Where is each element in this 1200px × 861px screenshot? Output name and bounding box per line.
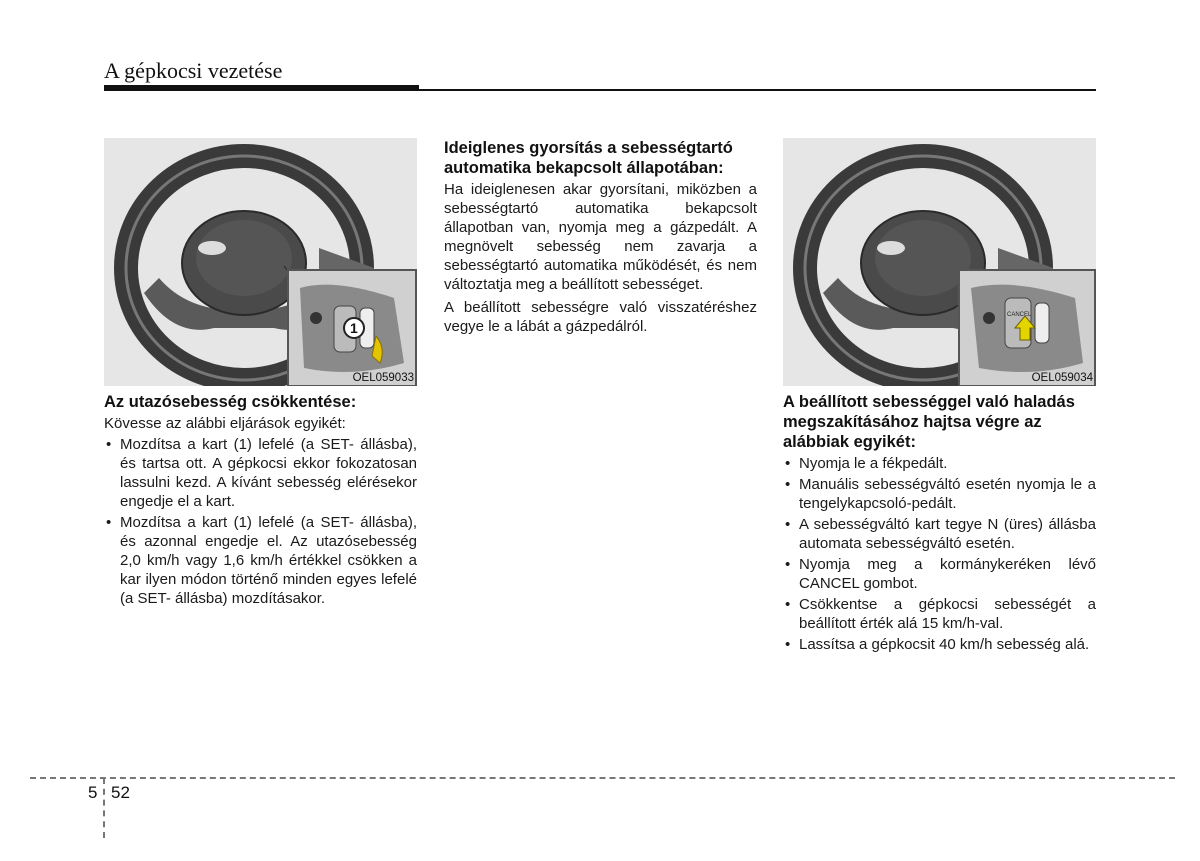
procedure-list — [104, 435, 417, 608]
list-item-text: Mozdítsa a kart (1) lefelé (a SET- állásba), és tartsa ott. A gépkocsi ekkor fokozatosan lassulni kezd. A kívánt sebesség elérésekor engedje el a kart. — [120, 436, 417, 510]
bullet: • — [785, 516, 791, 533]
bullet: • — [785, 476, 791, 493]
cancel-label: CANCEL — [1007, 312, 1032, 318]
paragraph: A beállított sebességre való visszatéréshez vegye le a lábát a gázpedálról. — [444, 299, 757, 335]
bullet: • — [785, 455, 791, 472]
intro-text: Kövesse az alábbi eljárások egyikét: — [104, 415, 346, 432]
header-rule-thin — [419, 89, 1096, 91]
steering-wheel-figure-right — [783, 138, 1096, 386]
figure-callout-number: 1 — [350, 320, 358, 336]
list-item-text: Nyomja le a fékpedált. — [799, 455, 948, 472]
list-item — [104, 435, 417, 511]
chapter-number: 5 — [88, 783, 98, 802]
steering-wheel-illustration — [104, 138, 417, 386]
cancel-methods-list — [783, 454, 1096, 654]
list-item — [783, 595, 1096, 633]
section-heading: A beállított sebességgel való haladás megszakításához hajtsa végre az alábbiak egyikét: — [783, 393, 1075, 451]
figure-code: OEL059033 — [352, 372, 414, 384]
page-header-title: A gépkocsi vezetése — [104, 58, 283, 83]
page-number: 52 — [111, 783, 130, 802]
header-rule-thick — [104, 85, 419, 91]
footer-vertical-divider — [103, 778, 105, 838]
list-item — [783, 454, 1096, 473]
right-column — [783, 138, 1096, 656]
section-heading: Ideiglenes gyorsítás a sebességtartó automatika bekapcsolt állapotában: — [444, 139, 733, 177]
list-item-text: Csökkentse a gépkocsi sebességét a beállított érték alá 15 km/h-val. — [799, 596, 1096, 632]
list-item-text: A sebességváltó kart tegye N (üres) állásba automata sebességváltó esetén. — [799, 516, 1096, 552]
steering-wheel-figure-left — [104, 138, 417, 386]
footer-divider — [30, 777, 1175, 779]
section-heading: Az utazósebesség csökkentése: — [104, 393, 357, 411]
paragraph: Ha ideiglenesen akar gyorsítani, miközben a sebességtartó automatika bekapcsolt állapotban van, nyomja meg a gázpedált. A megnövelt sebesség nem zavarja a sebességtartó automatika működését, és nem változtatja meg a beállított sebességet. — [444, 181, 757, 293]
figure-code: OEL059034 — [1031, 372, 1093, 384]
bullet: • — [106, 514, 112, 531]
bullet: • — [785, 596, 791, 613]
list-item — [783, 555, 1096, 593]
bullet: • — [785, 636, 791, 653]
list-item — [783, 515, 1096, 553]
list-item-text: Mozdítsa a kart (1) lefelé (a SET- állásba), és azonnal engedje el. Az utazósebesség 2,0 km/h vagy 1,6 km/h értékkel csökken a kar ilyen módon történő minden egyes lefelé (a SET- állásba) mozdításakor. — [120, 514, 417, 607]
list-item — [783, 635, 1096, 654]
middle-column — [444, 138, 757, 336]
list-item-text: Lassítsa a gépkocsit 40 km/h sebesség alá. — [799, 636, 1090, 653]
bullet: • — [785, 556, 791, 573]
steering-wheel-illustration — [783, 138, 1096, 386]
left-column — [104, 138, 417, 610]
list-item-text: Manuális sebességváltó esetén nyomja le a tengelykapcsoló-pedált. — [799, 476, 1096, 512]
list-item-text: Nyomja meg a kormánykeréken lévő CANCEL gombot. — [799, 556, 1096, 592]
list-item — [783, 475, 1096, 513]
list-item — [104, 513, 417, 608]
bullet: • — [106, 436, 112, 453]
